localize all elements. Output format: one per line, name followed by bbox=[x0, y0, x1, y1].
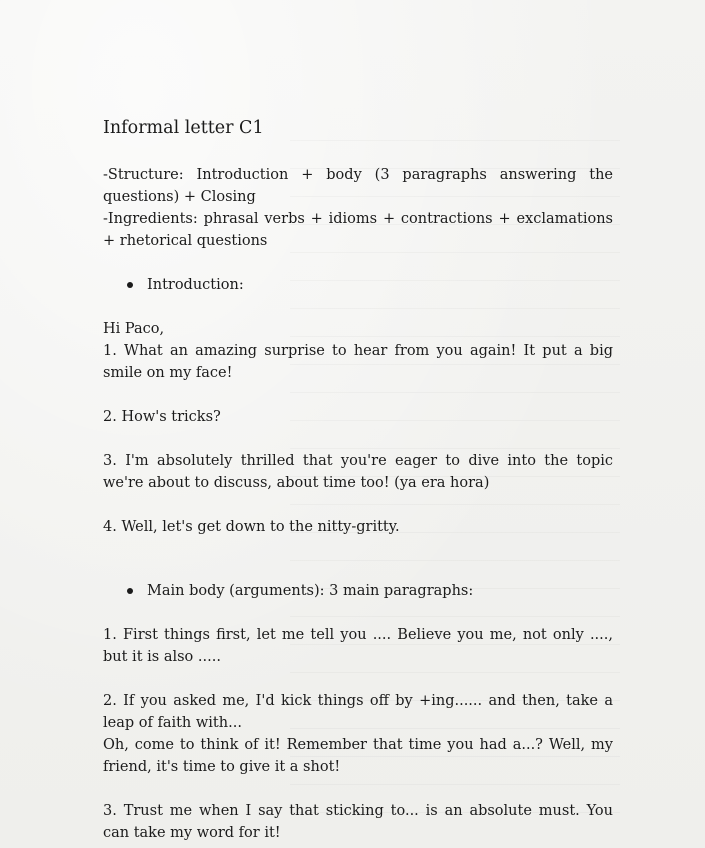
greeting: Hi Paco, bbox=[103, 321, 165, 337]
bullet-introduction-label: Introduction: bbox=[147, 277, 244, 293]
intro-item: 1. What an amazing surprise to hear from you again! It put a big smile on my face! bbox=[103, 343, 613, 381]
intro-item: 4. Well, let's get down to the nitty-gritty. bbox=[103, 519, 400, 535]
ingredients-line: -Ingredients: phrasal verbs + idioms + contractions + exclamations + rhetorical questions bbox=[103, 211, 613, 249]
intro-item: 2. How's tricks? bbox=[103, 409, 221, 425]
intro-item: 3. I'm absolutely thrilled that you're eager to dive into the topic we're about to discuss, about time too! (ya era hora) bbox=[103, 453, 613, 491]
bullet-main-body bbox=[103, 580, 613, 602]
bullet-dot-icon bbox=[127, 588, 133, 594]
body-item: Oh, come to think of it! Remember that time you had a...? Well, my friend, it's time to give it a shot! bbox=[103, 737, 613, 775]
body-item: 3. Trust me when I say that sticking to... is an absolute must. You can take my word for it! bbox=[103, 803, 613, 841]
body-item: 1. First things first, let me tell you .... Believe you me, not only ...., but it is also ..... bbox=[103, 627, 613, 665]
letter-content bbox=[103, 118, 613, 844]
body-item: 2. If you asked me, I'd kick things off by +ing...... and then, take a leap of faith with... bbox=[103, 693, 613, 731]
structure-line: -Structure: Introduction + body (3 paragraphs answering the questions) + Closing bbox=[103, 167, 613, 205]
bullet-dot-icon bbox=[127, 282, 133, 288]
document-title: Informal letter C1 bbox=[103, 118, 264, 138]
bullet-main-body-label: Main body (arguments): 3 main paragraphs: bbox=[147, 583, 474, 599]
bullet-introduction bbox=[103, 274, 613, 296]
